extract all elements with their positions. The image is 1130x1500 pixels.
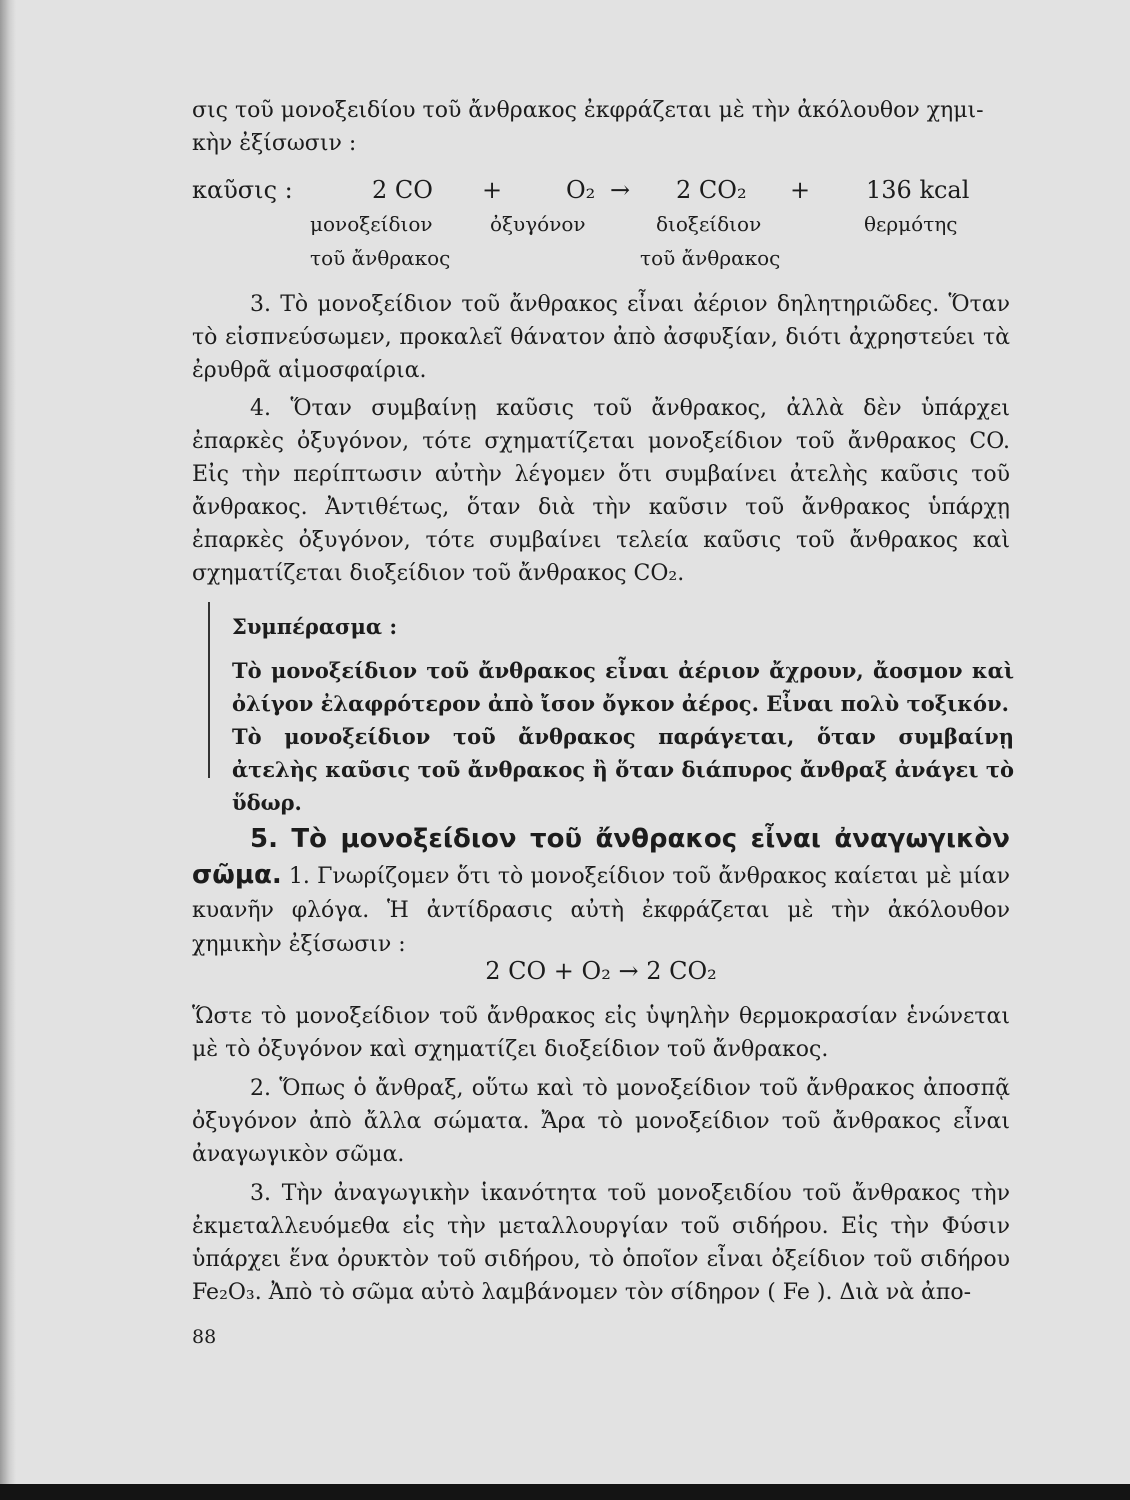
equation-arrow: → bbox=[610, 176, 631, 204]
equation-plus-1: + bbox=[482, 176, 503, 204]
section-5-title: 5. Τὸ μονοξείδιον τοῦ ἄνθρακος εἶναι ἀναγωγικὸν σῶμα. bbox=[192, 824, 1010, 890]
equation-plus-2: + bbox=[790, 176, 811, 204]
section-5-p1: 1. Γνωρίζομεν ὅτι τὸ μονοξείδιον τοῦ ἄνθρακος καίεται μὲ μίαν κυανῆν φλόγα. Ἡ ἀντίδρασις αὐτὴ ἐκφράζεται μὲ τὴν ἀκόλουθον χημικὴν ἐξίσωσιν : bbox=[192, 864, 1011, 957]
section-5-p3: 3. Τὴν ἀναγωγικὴν ἱκανότητα τοῦ μονοξειδίου τοῦ ἄνθρακος τὴν ἐκμεταλλευόμεθα εἰς τὴν μεταλλουργίαν τοῦ σιδήρου. Εἰς τὴν Φύσιν ὑπάρχει ἕνα ὀρυκτὸν τοῦ σιδήρου, τὸ ὁποῖον εἶναι ὀξείδιον τοῦ σιδήρου Fe₂O₃. Ἀπὸ τὸ σῶμα αὐτὸ λαμβάνομεν τὸν σίδηρον ( Fe ). Διὰ νὰ ἀπο- bbox=[192, 1181, 1010, 1305]
conclusion-text-2: Τὸ μονοξείδιον τοῦ ἄνθρακος παράγεται, ὅταν συμβαίνῃ ἀτελὴς καῦσις τοῦ ἄνθρακος ἢ ὅταν διάπυρος ἄνθραξ ἀνάγει τὸ ὕδωρ. bbox=[232, 724, 1014, 815]
paragraph-3-block bbox=[192, 288, 1010, 387]
oxidation-equation: 2 CO + O₂ → 2 CO₂ bbox=[485, 957, 717, 985]
label-dioxide: διοξείδιον bbox=[656, 212, 762, 236]
section-5-intro bbox=[192, 822, 1010, 962]
conclusion-box bbox=[208, 602, 1014, 815]
equation-term-co2: 2 CO₂ bbox=[676, 176, 747, 204]
page-edge-shadow bbox=[0, 0, 16, 1500]
page-number: 88 bbox=[192, 1326, 217, 1348]
equation-label: καῦσις : bbox=[192, 176, 293, 204]
conclusion-text-1: Τὸ μονοξείδιον τοῦ ἄνθρακος εἶναι ἀέριον ἄχρουν, ἄοσμον καὶ ὀλίγον ἐλαφρότερον ἀπὸ ἴσον ὄγκον ἀέρος. Εἶναι πολὺ τοξικόν. bbox=[232, 658, 1014, 716]
equation-term-o2: O₂ bbox=[566, 176, 596, 204]
paragraph-3: 3. Τὸ μονοξείδιον τοῦ ἄνθρακος εἶναι ἀέριον δηλητηριῶδες. Ὅταν τὸ εἰσπνεύσωμεν, προκαλεῖ θάνατον ἀπὸ ἀσφυξίαν, διότι ἀχρηστεύει τὰ ἐρυθρᾶ αἱμοσφαίρια. bbox=[192, 292, 1010, 383]
intro-line-1: σις τοῦ μονοξειδίου τοῦ ἄνθρακος ἐκφράζεται μὲ τὴν ἀκόλουθον χημι- bbox=[192, 98, 984, 123]
label-monoxide: μονοξείδιον bbox=[310, 212, 433, 236]
section-5-body bbox=[192, 1000, 1010, 1309]
paragraph-4-block bbox=[192, 392, 1010, 590]
label-of-carbon-1: τοῦ ἄνθρακος bbox=[310, 246, 451, 270]
intro-line-2: κὴν ἐξίσωσιν : bbox=[192, 131, 357, 156]
section-5-paragraph-1 bbox=[192, 822, 1010, 962]
section-5-p2: 2. Ὅπως ὁ ἄνθραξ, οὕτω καὶ τὸ μονοξείδιον τοῦ ἄνθρακος ἀποσπᾷ ὀξυγόνον ἀπὸ ἄλλα σώματα. Ἄρα τὸ μονοξείδιον τοῦ ἄνθρακος εἶναι ἀναγωγικὸν σῶμα. bbox=[192, 1076, 1010, 1167]
section-5-p1b: Ὥστε τὸ μονοξείδιον τοῦ ἄνθρακος εἰς ὑψηλὴν θερμοκρασίαν ἑνώνεται μὲ τὸ ὀξυγόνον καὶ σχηματίζει διοξείδιον τοῦ ἄνθρακος. bbox=[192, 1004, 1010, 1062]
equation-term-heat: 136 kcal bbox=[866, 176, 970, 204]
scan-border-bottom bbox=[0, 1484, 1130, 1500]
label-oxygen: ὀξυγόνον bbox=[490, 212, 586, 236]
equation-term-co: 2 CO bbox=[372, 176, 433, 204]
conclusion-heading: Συμπέρασμα : bbox=[232, 614, 398, 639]
label-of-carbon-2: τοῦ ἄνθρακος bbox=[640, 246, 781, 270]
label-heat: θερμότης bbox=[864, 212, 958, 236]
intro-text bbox=[192, 94, 1010, 160]
paragraph-4: 4. Ὅταν συμβαίνῃ καῦσις τοῦ ἄνθρακος, ἀλλὰ δὲν ὑπάρχει ἐπαρκὲς ὀξυγόνον, τότε σχηματίζεται μονοξείδιον τοῦ ἄνθρακος CO. Εἰς τὴν περίπτωσιν αὐτὴν λέγομεν ὅτι συμβαίνει ἀτελὴς καῦσις τοῦ ἄνθρακος. Ἀντιθέτως, ὅταν διὰ τὴν καῦσιν τοῦ ἄνθρακος ὑπάρχῃ ἐπαρκὲς ὀξυγόνον, τότε συμβαίνει τελεία καῦσις τοῦ ἄνθρακος καὶ σχηματίζεται διοξείδιον τοῦ ἄνθρακος CO₂. bbox=[192, 396, 1010, 586]
